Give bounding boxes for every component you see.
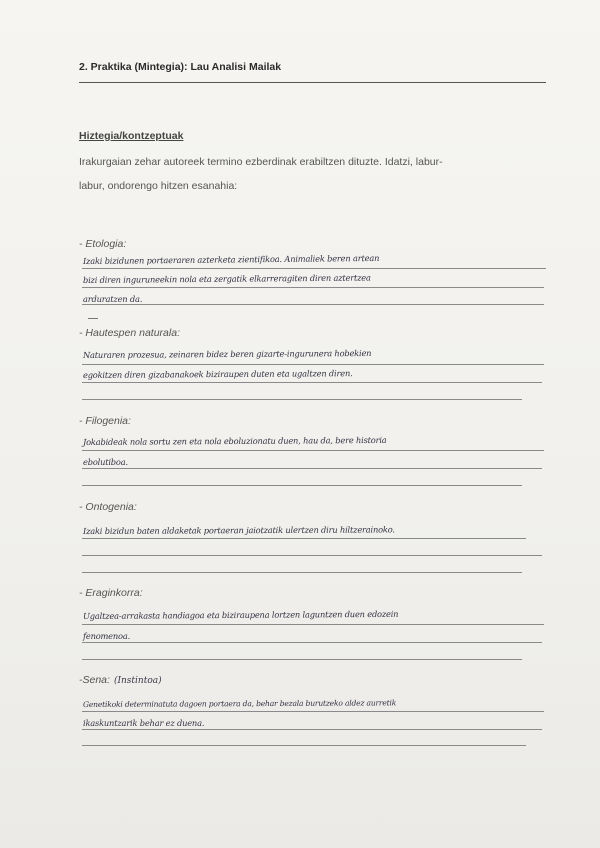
writing-line	[82, 572, 522, 573]
writing-line	[82, 659, 522, 660]
writing-line	[82, 399, 522, 400]
answer-etologia-line-3: arduratzen da.	[83, 294, 143, 304]
page-title: 2. Praktika (Mintegia): Lau Analisi Mailak	[79, 61, 282, 73]
writing-line	[82, 268, 546, 269]
writing-line	[82, 450, 544, 451]
term-label-eraginkorra: - Eraginkorra:	[79, 587, 143, 599]
writing-line	[82, 287, 544, 288]
answer-hautespen-line-1: Naturaren prozesua, zeinaren bidez beren gizarte-ingurunera hobekien	[82, 347, 372, 360]
writing-line	[82, 729, 542, 730]
term-label-sena-text: -Sena:	[79, 674, 110, 686]
answer-sena-line-2: ikaskuntzarik behar ez duena.	[83, 718, 205, 728]
instruction-line-1: Irakurgaian zehar autoreek termino ezberdinak erabiltzen dituzte. Idatzi, labur-	[79, 156, 443, 168]
term-label-etologia: - Etologia:	[79, 238, 127, 250]
answer-etologia-line-2: bizi diren inguruneekin nola eta zergatik elkarreragiten diren aztertzea	[82, 272, 371, 285]
answer-eraginkorra-line-1: Ugaltzea-arrakasta handiagoa eta biziraupena lortzen laguntzen duen edozein	[82, 608, 399, 621]
writing-line	[82, 364, 544, 365]
term-label-ontogenia: - Ontogenia:	[79, 501, 137, 513]
answer-etologia-line-1: Izaki bizidunen portaeraren azterketa zientifikoa. Animaliek beren artean	[82, 252, 380, 266]
answer-filogenia-line-1: Jokabideak nola sortu zen eta nola eboluzionatu duen, hau da, bere historia	[82, 434, 387, 447]
answer-filogenia-line-2: ebolutiboa.	[83, 457, 128, 467]
answer-hautespen-line-2: egokitzen diren gizabanakoek biziraupen duten eta ugaltzen diren.	[82, 368, 353, 380]
instruction-line-2: labur, ondorengo hitzen esanahia:	[79, 180, 238, 192]
term-label-filogenia: - Filogenia:	[79, 415, 131, 427]
writing-line	[82, 745, 526, 746]
answer-eraginkorra-line-2: fenomenoa.	[83, 631, 131, 641]
answer-sena-line-1: Genetikoki determinatuta dagoen portaera da, behar bezala burutzeko aldez aurretik	[82, 698, 397, 709]
writing-line	[82, 468, 542, 469]
answer-ontogenia-line-1: Izaki bizidun baten aldaketak portaeran jaiotzatik ulertzen diru hiltzerainoko.	[82, 524, 395, 536]
writing-line	[82, 642, 542, 643]
writing-line	[82, 304, 544, 305]
writing-line	[82, 711, 544, 712]
term-label-hautespen-naturala: - Hautespen naturala:	[79, 327, 180, 339]
term-label-sena	[79, 674, 162, 686]
term-label-sena-handwritten: (Instintoa)	[113, 676, 162, 686]
writing-line	[82, 538, 526, 539]
section-heading: Hiztegia/kontzeptuak	[79, 130, 184, 142]
writing-line	[82, 555, 542, 556]
writing-line	[82, 624, 544, 625]
writing-line	[82, 382, 542, 383]
header-divider	[79, 82, 546, 83]
stray-mark	[88, 318, 98, 319]
writing-line	[82, 485, 522, 486]
